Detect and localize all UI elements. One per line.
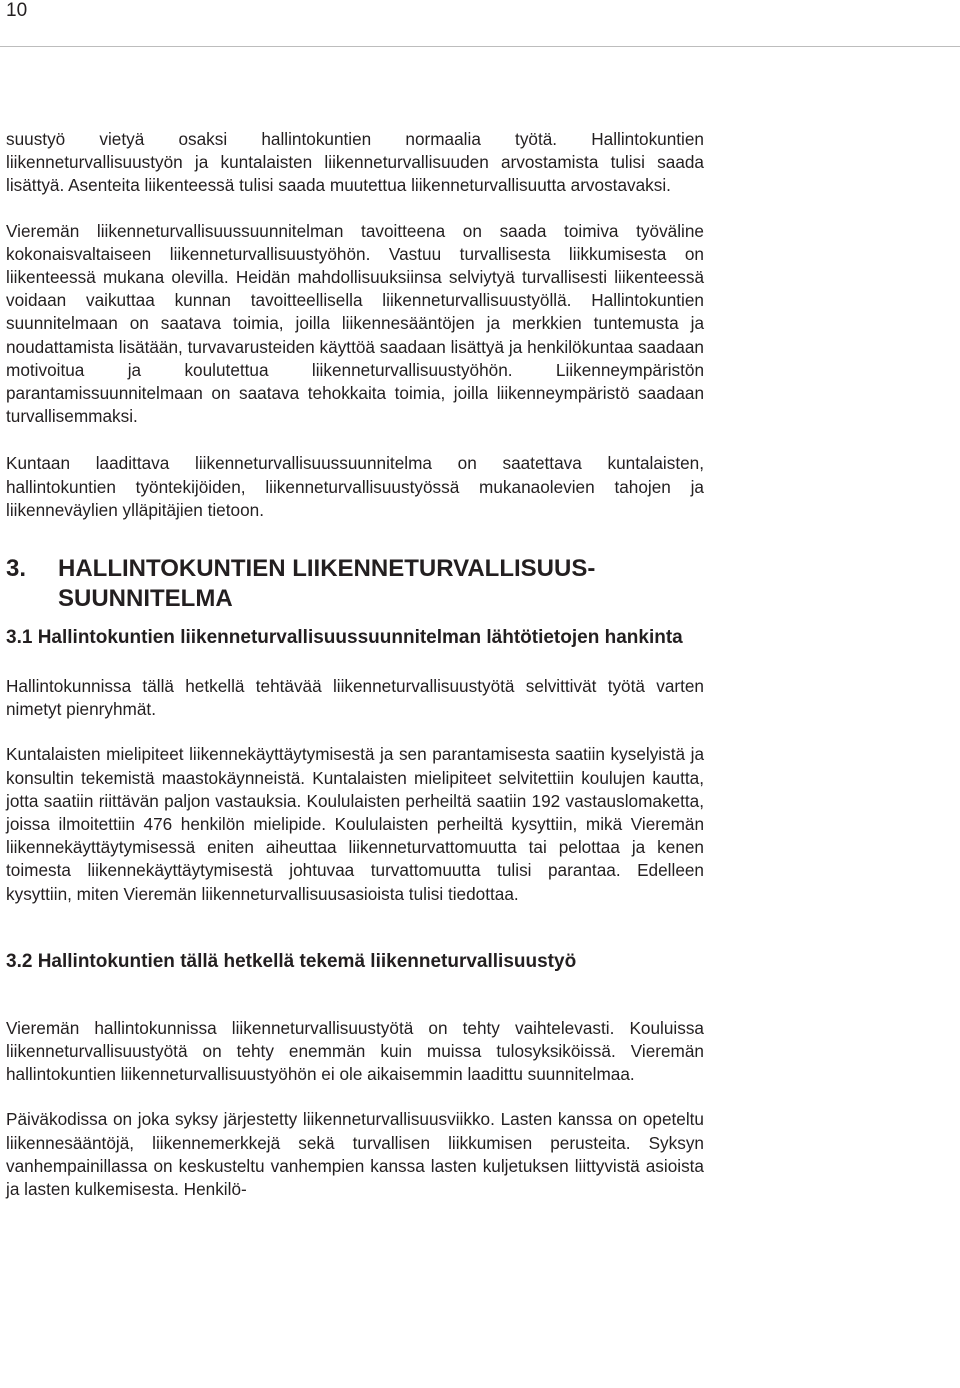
distribution-paragraph: Kuntaan laadittava liikenneturvallisuussuunnitelma on saatettava kuntalaisten, hallintokuntien työntekijöiden, liikenneturvallisuustyössä mukanaolevien tahojen ja liikenneväylien ylläpitäjien tietoon. — [6, 453, 704, 520]
header-divider — [0, 46, 960, 47]
section-3-2-heading: 3.2 Hallintokuntien tällä hetkellä tekemä liikenneturvallisuustyö — [6, 950, 577, 972]
section-3-1-paragraph: Kuntalaisten mielipiteet liikennekäyttäytymisestä ja sen parantamisesta saatiin kyselyistä ja konsultin tekemistä maastokäynneistä. Kuntalaisten mielipiteet selvitettiin koulujen kautta, jotta saatiin riittävän paljon vastauksia. Koululaisten perheiltä saatiin 192 vastauslomaketta, joissa ilmoitettiin 476 henkilön mielipide. Koululaisten perheiltä kysyttiin, mikä Vieremän liikennekäyttäytymisessä eniten aiheuttaa liikenneturvattomuutta tai pelottaa ja kenen toimesta liikennekäyttäytymisestä johtuvaa turvattomuutta tulisi parantaa. Edelleen kysyttiin, miten Vieremän liikenneturvallisuusasioista tulisi tiedottaa. — [6, 744, 704, 904]
section-3-heading — [6, 554, 704, 614]
page-number: 10 — [6, 0, 28, 21]
goals-paragraph: Vieremän liikenneturvallisuussuunnitelman tavoitteena on saada toimiva työväline kokonaisvaltaiseen liikenneturvallisuustyöhön. Vastuu turvallisesta liikkumisesta on liikenteessä mukana olevilla. Heidän mahdollisuuksiinsa selviytyä turvallisesti liikenteessä voidaan vaikuttaa kunnan tavoitteellisella liikenneturvallisuustyöllä. Hallintokuntien suunnitelmaan on saatava toimia, joilla liikennesääntöjen ja merkkien tuntemusta ja noudattamista lisätään, turvavarusteiden käyttöä saadaan lisättyä ja henkilökuntaa saadaan motivoitua ja koulutettua liikenneturvallisuustyöhön. Liikenneympäristön parantamissuunnitelmaan on saatava tehokkaita toimia, joilla liikenneympäristö saadaan turvallisemmaksi. — [6, 220, 704, 427]
section-3-1-paragraph: Hallintokunnissa tällä hetkellä tehtävää liikenneturvallisuustyötä selvittivät työtä varten nimetyt pienryhmät. — [6, 676, 704, 720]
section-3-number: 3. — [6, 555, 27, 583]
section-3-title: HALLINTOKUNTIEN LIIKENNETURVALLISUUS-SUUNNITELMA — [58, 555, 596, 613]
section-3-2-paragraph: Vieremän hallintokunnissa liikenneturvallisuustyötä on tehty vaihtelevasti. Kouluissa liikenneturvallisuustyötä on tehty enemmän kuin muissa tulosyksiköissä. Vieremän hallintokuntien liikenneturvallisuustyöhön ei ole aikaisemmin laadittu suunnitelmaa. — [6, 1017, 704, 1085]
section-3-2-paragraph: Päiväkodissa on joka syksy järjestetty liikenneturvallisuusviikko. Lasten kanssa on opeteltu liikennesääntöjä, liikennemerkkejä sekä turvallisen liikkumisen perusteita. Syksyn vanhempainillassa on keskusteltu vanhempien kanssa lasten kuljetuksen liittyvistä asioista ja lasten kulkemisesta. Henkilö- — [6, 1109, 704, 1200]
intro-paragraph: suustyö vietyä osaksi hallintokuntien normaalia työtä. Hallintokuntien liikenneturvallisuustyön ja kuntalaisten liikenneturvallisuuden arvostamista tulisi saada lisättyä. Asenteita liikenteessä tulisi saada muutettua liikenneturvallisuutta arvostavaksi. — [6, 129, 704, 196]
document-body — [6, 128, 704, 1201]
section-3-1-heading: 3.1 Hallintokuntien liikenneturvallisuussuunnitelman lähtötietojen hankinta — [6, 627, 683, 649]
